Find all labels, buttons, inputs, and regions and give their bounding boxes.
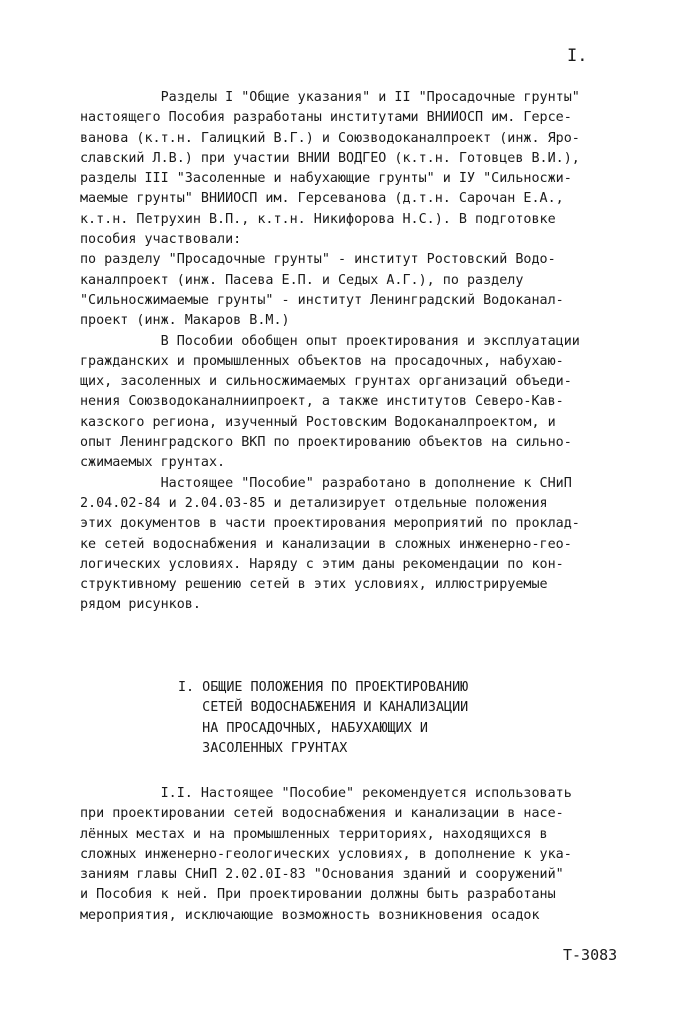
intro-line: Настоящее "Пособие" разработано в дополнение к СНиП — [80, 475, 572, 491]
section-title-line: НА ПРОСАДОЧНЫХ, НАБУХАЮЩИХ И — [178, 720, 428, 736]
section-title-line: I. ОБЩИЕ ПОЛОЖЕНИЯ ПО ПРОЕКТИРОВАНИЮ — [178, 680, 469, 695]
intro-line: сжимаемых грунтах. — [80, 455, 226, 471]
paragraph-line: лённых местах и на промышленных территориях, находящихся в — [80, 826, 548, 842]
paragraph-line: и Пособия к ней. При проектировании должны быть разработаны — [80, 887, 556, 903]
intro-line: нения Союзводоканалниипроект, а также институтов Северо-Кав- — [80, 394, 564, 410]
intro-line: разделы III "Засоленные и набухающие грунты" и IУ "Сильносжи- — [80, 171, 572, 187]
intro-line: "Сильносжимаемые грунты" - институт Ленинградский Водоканал- — [80, 292, 564, 308]
intro-line: настоящего Пособия разработаны институтами ВНИИОСП им. Герсе- — [80, 110, 572, 126]
intro-line: пособия участвовали: — [80, 232, 242, 248]
intro-line: казского региона, изученный Ростовским Водоканалпроектом, и — [80, 414, 556, 430]
intro-line: гражданских и промышленных объектов на просадочных, набухаю- — [80, 353, 564, 369]
intro-line: ванова (к.т.н. Галицкий В.Г.) и Союзводоканалпроект (инж. Яро- — [80, 130, 580, 146]
intro-line: структивному решению сетей в этих условиях, иллюстрируемые — [80, 577, 548, 593]
intro-line: 2.04.02-84 и 2.04.03-85 и детализирует отдельные положения — [80, 495, 548, 511]
page-number: I. — [567, 46, 588, 66]
section-title-line: ЗАСОЛЕННЫХ ГРУНТАХ — [178, 740, 348, 756]
section-title-line: СЕТЕЙ ВОДОСНАБЖЕНИЯ И КАНАЛИЗАЦИИ — [178, 700, 469, 716]
intro-line: каналпроект (инж. Пасева Е.П. и Седых А.Г.), по разделу — [80, 272, 524, 288]
intro-line: по разделу "Просадочные грунты" - институт Ростовский Водо- — [80, 252, 556, 268]
intro-line: славский Л.В.) при участии ВНИИ ВОДГЕО (к.т.н. Готовцев В.И.), — [80, 150, 580, 166]
intro-text — [80, 88, 620, 616]
intro-line: логических условиях. Наряду с этим даны рекомендации по кон- — [80, 556, 564, 572]
intro-line: щих, засоленных и сильносжимаемых грунтах организаций объеди- — [80, 374, 572, 390]
intro-line: этих документов в части проектирования мероприятий по проклад- — [80, 516, 580, 532]
intro-line: ке сетей водоснабжения и канализации в сложных инженерно-гео- — [80, 536, 572, 552]
intro-line: В Пособии обобщен опыт проектирования и эксплуатации — [80, 333, 580, 349]
intro-line: проект (инж. Макаров В.М.) — [80, 313, 290, 329]
paragraph-line: сложных инженерно-геологических условиях, в дополнение к ука- — [80, 846, 572, 862]
intro-line: к.т.н. Петрухин В.П., к.т.н. Никифорова Н.С.). В подготовке — [80, 211, 556, 227]
intro-line: опыт Ленинградского ВКП по проектированию объектов на сильно- — [80, 435, 572, 451]
paragraph-line: мероприятия, исключающие возможность возникновения осадок — [80, 907, 540, 923]
section-title — [178, 676, 618, 757]
intro-line: Разделы I "Общие указания" и II "Просадочные грунты" — [80, 90, 580, 105]
intro-line: рядом рисунков. — [80, 597, 201, 613]
paragraph-line: I.I. Настоящее "Пособие" рекомендуется использовать — [80, 786, 572, 801]
intro-line: маемые грунты" ВНИИОСП им. Герсеванова (д.т.н. Сарочан Е.А., — [80, 191, 564, 207]
paragraph-line: при проектировании сетей водоснабжения и канализации в насе- — [80, 806, 564, 822]
paragraph-1-1 — [80, 784, 620, 926]
paragraph-line: заниям главы СНиП 2.02.0I-83 "Основания зданий и сооружений" — [80, 867, 564, 883]
document-code: Т-3083 — [563, 946, 618, 964]
